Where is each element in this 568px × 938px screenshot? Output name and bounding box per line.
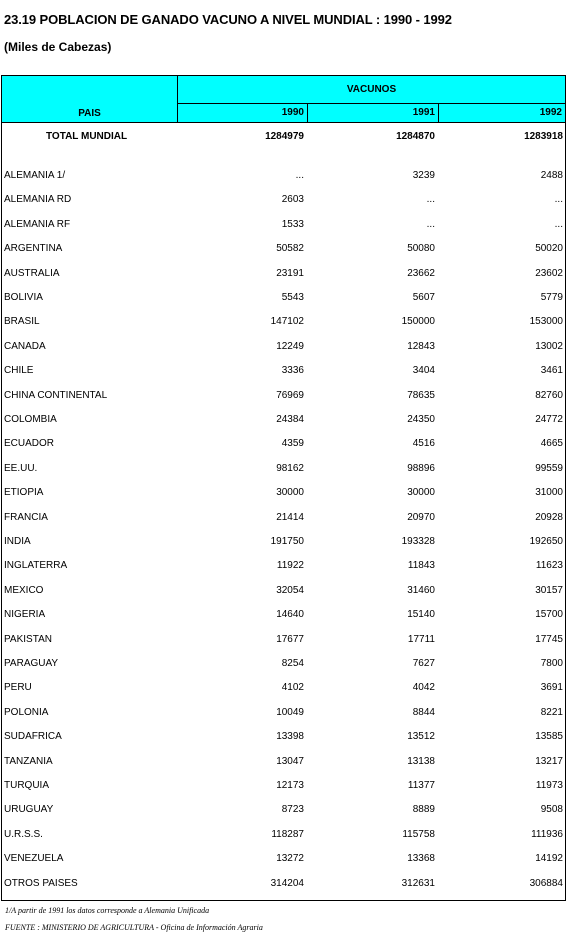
country-name: MEXICO xyxy=(4,584,44,596)
value-1990: 11922 xyxy=(276,560,304,572)
value-1991: ... xyxy=(426,194,435,206)
value-1991: 98896 xyxy=(407,462,435,474)
country-name: CANADA xyxy=(4,340,46,352)
value-1990: 4102 xyxy=(281,682,304,694)
value-1991: 11843 xyxy=(407,560,435,572)
value-1991: 150000 xyxy=(401,316,435,328)
country-name: OTROS PAISES xyxy=(4,877,78,889)
table-row xyxy=(2,804,565,820)
country-name: ETIOPIA xyxy=(4,487,44,499)
value-1991: 31460 xyxy=(407,584,435,596)
table-row xyxy=(2,512,565,528)
table-row xyxy=(2,438,565,454)
header-pais-cell xyxy=(2,76,178,122)
value-1991: 4042 xyxy=(412,682,435,694)
value-1992: 99559 xyxy=(535,462,563,474)
page-subtitle: (Miles de Cabezas) xyxy=(4,40,112,54)
total-label: TOTAL MUNDIAL xyxy=(46,131,128,142)
table-row xyxy=(2,756,565,772)
value-1991: 4516 xyxy=(412,438,435,450)
value-1992: ... xyxy=(554,194,563,206)
value-1992: 153000 xyxy=(529,316,563,328)
table-row xyxy=(2,585,565,601)
value-1992: 192650 xyxy=(529,536,563,547)
header-divider xyxy=(2,122,565,123)
header-pais-label: PAIS xyxy=(78,108,101,119)
value-1992: 13217 xyxy=(535,755,563,767)
value-1991: 8889 xyxy=(412,804,435,816)
value-1992: 24772 xyxy=(535,414,563,425)
source-note: FUENTE : MINISTERIO DE AGRICULTURA - Oficina de Información Agraria xyxy=(5,923,263,932)
value-1991: 7627 xyxy=(412,658,435,669)
value-1990: ... xyxy=(295,170,304,181)
value-1991: 23662 xyxy=(407,267,435,279)
country-name: ALEMANIA 1/ xyxy=(4,170,66,181)
table-row xyxy=(2,414,565,430)
footnote: 1/A partir de 1991 los datos corresponde a Alemania Unificada xyxy=(5,906,210,915)
value-1990: 76969 xyxy=(276,389,304,401)
value-1990: 5543 xyxy=(281,292,304,303)
value-1990: 4359 xyxy=(281,438,304,450)
table-row xyxy=(2,560,565,576)
total-value-1991: 1284870 xyxy=(396,131,435,142)
value-1991: 13512 xyxy=(407,731,435,743)
value-1991: 20970 xyxy=(407,511,435,523)
value-1990: 2603 xyxy=(281,194,304,206)
country-name: URUGUAY xyxy=(4,804,54,816)
table-row xyxy=(2,316,565,332)
value-1990: 24384 xyxy=(276,414,304,425)
country-name: ALEMANIA RD xyxy=(4,194,72,206)
total-value-1990: 1284979 xyxy=(265,131,304,142)
value-1990: 32054 xyxy=(276,584,304,596)
table-row xyxy=(2,341,565,357)
header-vacunos-label: VACUNOS xyxy=(178,76,565,104)
value-1991: 17711 xyxy=(407,633,435,645)
table-row xyxy=(2,194,565,210)
country-name: TANZANIA xyxy=(4,755,53,767)
country-name: BOLIVIA xyxy=(4,292,43,303)
table-row xyxy=(2,170,565,186)
value-1990: 147102 xyxy=(270,316,304,328)
value-1992: 11973 xyxy=(535,780,563,791)
value-1991: 3404 xyxy=(412,365,435,377)
table-row xyxy=(2,243,565,259)
value-1990: 8723 xyxy=(281,804,304,816)
value-1992: 15700 xyxy=(535,609,563,621)
value-1991: 13138 xyxy=(407,755,435,767)
country-name: POLONIA xyxy=(4,706,49,718)
table-row xyxy=(2,536,565,552)
country-name: INDIA xyxy=(4,536,31,547)
value-1992: 111936 xyxy=(531,828,563,840)
header-year-1990: 1990 xyxy=(178,104,308,122)
value-1990: 314204 xyxy=(270,877,304,889)
table-row xyxy=(2,219,565,235)
country-name: ALEMANIA RF xyxy=(4,218,71,230)
value-1992: 17745 xyxy=(535,633,563,645)
table-row xyxy=(2,731,565,747)
value-1992: 7800 xyxy=(540,658,563,669)
value-1992: 306884 xyxy=(529,877,563,889)
table-row xyxy=(2,853,565,869)
value-1991: 5607 xyxy=(412,292,435,303)
value-1992: 82760 xyxy=(535,389,563,401)
value-1991: 11377 xyxy=(407,780,435,791)
value-1990: 12173 xyxy=(276,780,304,791)
value-1990: 50582 xyxy=(276,243,304,255)
value-1991: ... xyxy=(426,218,435,230)
value-1991: 115758 xyxy=(402,828,435,840)
table-header xyxy=(2,76,565,122)
value-1992: 3691 xyxy=(540,682,563,694)
table-row xyxy=(2,658,565,674)
value-1992: 20928 xyxy=(535,511,563,523)
value-1991: 13368 xyxy=(407,853,435,865)
value-1990: 98162 xyxy=(276,462,304,474)
value-1990: 10049 xyxy=(276,706,304,718)
country-name: CHILE xyxy=(4,365,34,377)
value-1990: 1533 xyxy=(281,218,304,230)
value-1990: 12249 xyxy=(276,340,304,352)
table-row xyxy=(2,609,565,625)
value-1992: 23602 xyxy=(535,267,563,279)
table-row xyxy=(2,365,565,381)
country-name: AUSTRALIA xyxy=(4,267,60,279)
data-table xyxy=(1,75,566,901)
table-row xyxy=(2,292,565,308)
value-1991: 312631 xyxy=(401,877,435,889)
country-name: TURQUIA xyxy=(4,780,49,791)
header-year-1991: 1991 xyxy=(308,104,439,122)
country-name: PAKISTAN xyxy=(4,633,52,645)
value-1990: 13047 xyxy=(276,755,304,767)
value-1992: 13002 xyxy=(535,340,563,352)
table-row xyxy=(2,829,565,845)
value-1990: 17677 xyxy=(276,633,304,645)
country-name: EE.UU. xyxy=(4,462,38,474)
table-row xyxy=(2,878,565,894)
value-1990: 30000 xyxy=(276,487,304,499)
country-name: INGLATERRA xyxy=(4,560,68,572)
country-name: ARGENTINA xyxy=(4,243,63,255)
table-row xyxy=(2,634,565,650)
value-1990: 14640 xyxy=(276,609,304,621)
value-1992: 11623 xyxy=(535,560,563,572)
value-1991: 78635 xyxy=(407,389,435,401)
total-row xyxy=(2,131,565,147)
value-1991: 30000 xyxy=(407,487,435,499)
value-1992: 30157 xyxy=(535,584,563,596)
value-1992: 50020 xyxy=(535,243,563,255)
value-1991: 15140 xyxy=(407,609,435,621)
country-name: PARAGUAY xyxy=(4,658,59,669)
value-1990: 13398 xyxy=(276,731,304,743)
value-1990: 23191 xyxy=(276,267,304,279)
value-1991: 193328 xyxy=(401,536,435,547)
country-name: ECUADOR xyxy=(4,438,55,450)
country-name: NIGERIA xyxy=(4,609,46,621)
value-1991: 8844 xyxy=(412,706,435,718)
value-1990: 191750 xyxy=(270,536,304,547)
value-1991: 50080 xyxy=(407,243,435,255)
table-row xyxy=(2,390,565,406)
value-1992: ... xyxy=(554,218,563,230)
value-1992: 8221 xyxy=(540,706,563,718)
value-1992: 13585 xyxy=(535,731,563,743)
table-row xyxy=(2,463,565,479)
table-row xyxy=(2,268,565,284)
value-1990: 118287 xyxy=(271,828,304,840)
value-1992: 4665 xyxy=(540,438,563,450)
table-row xyxy=(2,682,565,698)
value-1992: 5779 xyxy=(540,292,563,303)
value-1992: 2488 xyxy=(540,170,563,181)
country-name: VENEZUELA xyxy=(4,853,64,865)
table-row xyxy=(2,707,565,723)
value-1991: 24350 xyxy=(407,414,435,425)
value-1990: 21414 xyxy=(276,511,304,523)
value-1991: 12843 xyxy=(407,340,435,352)
country-name: CHINA CONTINENTAL xyxy=(4,389,108,401)
country-name: BRASIL xyxy=(4,316,40,328)
country-name: COLOMBIA xyxy=(4,414,57,425)
total-value-1992: 1283918 xyxy=(524,131,563,142)
country-name: FRANCIA xyxy=(4,511,48,523)
value-1990: 3336 xyxy=(281,365,304,377)
value-1990: 13272 xyxy=(276,853,304,865)
value-1992: 31000 xyxy=(535,487,563,499)
header-year-1992: 1992 xyxy=(439,104,565,122)
country-name: PERU xyxy=(4,682,32,694)
country-name: SUDAFRICA xyxy=(4,731,62,743)
value-1990: 8254 xyxy=(281,658,304,669)
country-name: U.R.S.S. xyxy=(4,828,43,840)
value-1992: 3461 xyxy=(540,365,563,377)
value-1991: 3239 xyxy=(412,170,435,181)
value-1992: 9508 xyxy=(540,804,563,816)
table-row xyxy=(2,487,565,503)
value-1992: 14192 xyxy=(535,853,563,865)
page-title: 23.19 POBLACION DE GANADO VACUNO A NIVEL MUNDIAL : 1990 - 1992 xyxy=(4,12,452,27)
table-row xyxy=(2,780,565,796)
